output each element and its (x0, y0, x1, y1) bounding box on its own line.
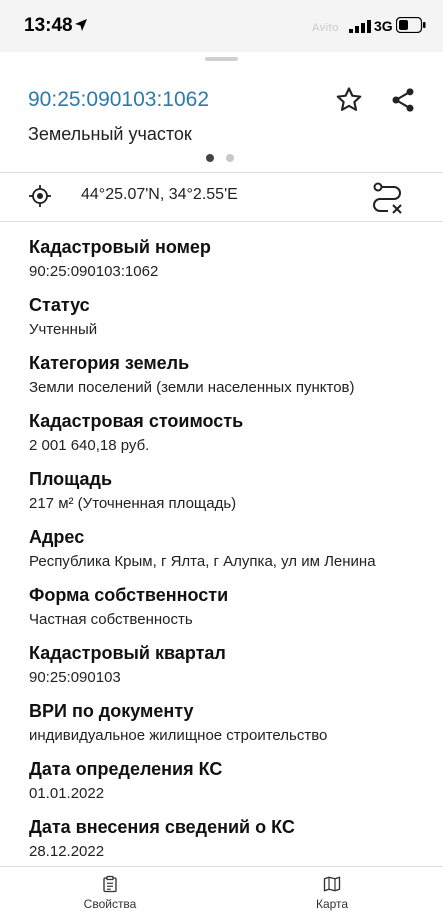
field-label: Дата внесения сведений о КС (29, 817, 295, 837)
nav-label: Свойства (83, 897, 137, 911)
clipboard-icon (99, 875, 121, 893)
field-value: 90:25:090103:1062 (29, 263, 159, 280)
star-icon (334, 85, 364, 115)
field-value: индивидуальное жилищное строительство (29, 727, 328, 744)
field-value: Частная собственность (29, 611, 193, 628)
signal-icon (349, 20, 371, 33)
favorite-button[interactable] (332, 83, 366, 117)
navigation-arrow-icon (74, 18, 88, 32)
field-label: Кадастровый квартал (29, 643, 226, 663)
field-label: Кадастровая стоимость (29, 411, 244, 431)
page-dot-active[interactable] (206, 154, 214, 162)
field-cadastral-number (29, 236, 211, 282)
map-icon (321, 875, 343, 893)
field-cadastral-value (29, 410, 243, 456)
parcel-type-subtitle: Земельный участок (28, 124, 192, 144)
status-bar (0, 0, 443, 52)
coordinates-text: 44°25.07'N, 34°2.55'E (81, 186, 238, 203)
field-cadastral-quarter (29, 642, 226, 688)
status-time: 13:48 (24, 15, 73, 36)
field-label: Статус (29, 295, 90, 315)
network-type: 3G (374, 18, 393, 34)
field-label: Дата определения КС (29, 759, 223, 779)
field-value: 28.12.2022 (29, 843, 105, 860)
field-ownership (29, 584, 228, 630)
bottom-navigation (0, 866, 443, 911)
field-label: Категория земель (29, 353, 190, 373)
field-address (29, 526, 376, 572)
field-label: Кадастровый номер (29, 237, 211, 257)
locate-icon[interactable] (28, 184, 52, 208)
nav-properties[interactable] (83, 875, 137, 911)
field-label: ВРИ по документу (29, 701, 194, 721)
field-label: Адрес (29, 527, 85, 547)
field-entry-date (29, 816, 295, 862)
sheet-drag-handle[interactable] (205, 57, 238, 61)
field-value: 2 001 640,18 руб. (29, 437, 150, 454)
field-valuation-date (29, 758, 222, 804)
field-label: Форма собственности (29, 585, 229, 605)
field-value: Учтенный (29, 321, 98, 338)
parcel-number-title: 90:25:090103:1062 (28, 88, 210, 111)
field-status (29, 294, 97, 340)
field-value: 01.01.2022 (29, 785, 105, 802)
page-indicator (206, 154, 234, 162)
field-label: Площадь (29, 469, 113, 489)
share-button[interactable] (386, 83, 420, 117)
field-value: Земли поселений (земли населенных пунктов) (29, 379, 355, 396)
field-permitted-use (29, 700, 327, 746)
battery-icon (396, 17, 426, 33)
coordinates-row (0, 172, 443, 220)
field-value: 217 м² (Уточненная площадь) (29, 495, 237, 512)
field-value: 90:25:090103 (29, 669, 121, 686)
watermark: Avito (312, 22, 339, 34)
page-dot[interactable] (226, 154, 234, 162)
field-area (29, 468, 236, 514)
field-land-category (29, 352, 355, 398)
nav-map[interactable] (315, 875, 349, 911)
field-value: Республика Крым, г Ялта, г Алупка, ул им Ленина (29, 553, 376, 570)
divider (0, 221, 443, 222)
nav-label: Карта (315, 897, 349, 911)
route-icon[interactable] (370, 180, 404, 214)
share-icon (389, 86, 417, 114)
